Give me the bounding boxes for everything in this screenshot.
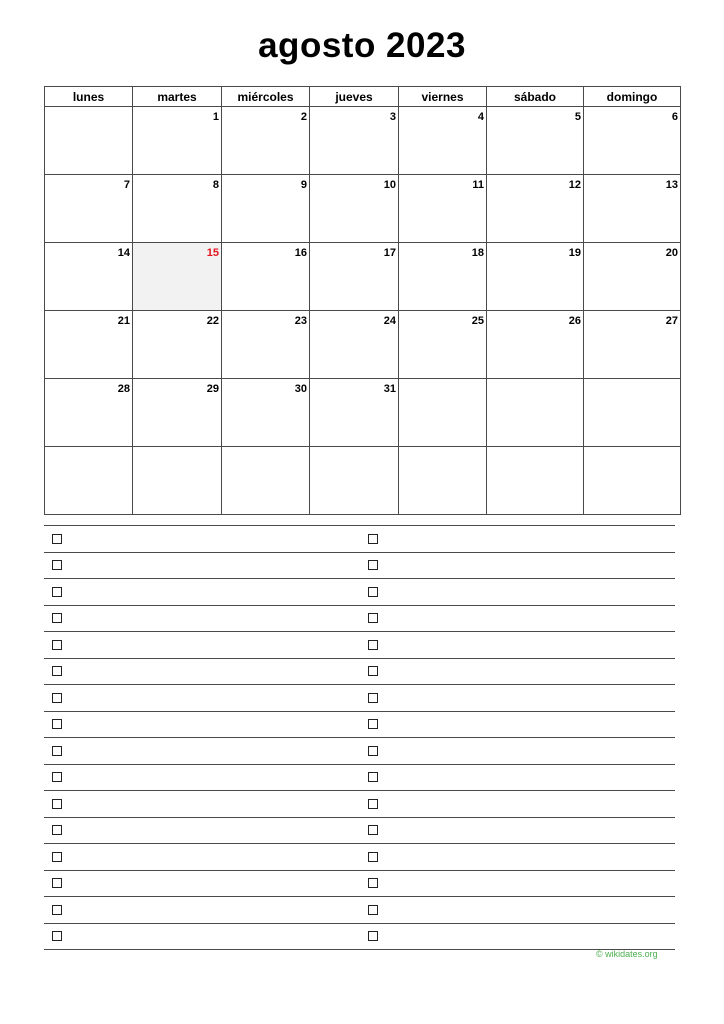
day-cell[interactable] bbox=[487, 107, 584, 175]
day-number: 27 bbox=[665, 315, 678, 327]
day-cell[interactable] bbox=[584, 243, 681, 311]
week-row bbox=[45, 107, 681, 175]
checkbox-icon[interactable] bbox=[52, 613, 62, 623]
checkbox-icon[interactable] bbox=[52, 825, 62, 835]
day-cell[interactable] bbox=[222, 107, 310, 175]
checkbox-icon[interactable] bbox=[52, 878, 62, 888]
day-number: 5 bbox=[574, 111, 581, 123]
todo-row bbox=[44, 712, 675, 739]
todo-row bbox=[44, 659, 675, 686]
day-number: 4 bbox=[477, 111, 484, 123]
day-number: 20 bbox=[665, 247, 678, 259]
day-cell[interactable] bbox=[584, 107, 681, 175]
day-cell[interactable] bbox=[133, 107, 222, 175]
checkbox-icon[interactable] bbox=[52, 799, 62, 809]
checkbox-icon[interactable] bbox=[368, 772, 378, 782]
day-cell[interactable] bbox=[584, 379, 681, 447]
day-cell[interactable] bbox=[310, 447, 399, 515]
day-cell[interactable] bbox=[45, 447, 133, 515]
day-cell[interactable] bbox=[45, 107, 133, 175]
weekday-header: domingo bbox=[584, 87, 681, 107]
day-cell[interactable] bbox=[222, 447, 310, 515]
checkbox-icon[interactable] bbox=[368, 560, 378, 570]
checkbox-icon[interactable] bbox=[368, 693, 378, 703]
day-cell[interactable] bbox=[399, 175, 487, 243]
day-number bbox=[581, 458, 583, 460]
day-number bbox=[678, 458, 680, 460]
day-cell[interactable] bbox=[310, 243, 399, 311]
todo-item-right[interactable] bbox=[360, 772, 676, 782]
day-number bbox=[130, 458, 132, 460]
day-cell[interactable] bbox=[584, 311, 681, 379]
todo-row bbox=[44, 844, 675, 871]
todo-item-left[interactable] bbox=[44, 587, 360, 597]
day-number: 30 bbox=[294, 383, 307, 395]
day-number: 19 bbox=[568, 247, 581, 259]
day-cell[interactable] bbox=[133, 175, 222, 243]
checkbox-icon[interactable] bbox=[52, 719, 62, 729]
checkbox-icon[interactable] bbox=[368, 799, 378, 809]
checkbox-icon[interactable] bbox=[368, 587, 378, 597]
day-cell[interactable] bbox=[310, 107, 399, 175]
week-row bbox=[45, 243, 681, 311]
checkbox-icon[interactable] bbox=[368, 666, 378, 676]
day-cell[interactable] bbox=[45, 175, 133, 243]
week-row bbox=[45, 379, 681, 447]
day-cell[interactable] bbox=[584, 175, 681, 243]
day-number: 17 bbox=[383, 247, 396, 259]
checkbox-icon[interactable] bbox=[52, 693, 62, 703]
weekday-header: martes bbox=[133, 87, 222, 107]
checkbox-icon[interactable] bbox=[52, 931, 62, 941]
checkbox-icon[interactable] bbox=[52, 560, 62, 570]
checkbox-icon[interactable] bbox=[52, 852, 62, 862]
day-cell[interactable] bbox=[310, 311, 399, 379]
todo-item-right[interactable] bbox=[360, 613, 676, 623]
day-cell[interactable] bbox=[45, 379, 133, 447]
day-number bbox=[396, 458, 398, 460]
day-number: 26 bbox=[568, 315, 581, 327]
todo-row bbox=[44, 818, 675, 845]
footer-credit: © wikidates.org bbox=[596, 949, 658, 959]
todo-row bbox=[44, 632, 675, 659]
todo-item-right[interactable] bbox=[360, 905, 676, 915]
day-number: 15 bbox=[206, 247, 219, 259]
checkbox-icon[interactable] bbox=[368, 746, 378, 756]
todo-row bbox=[44, 765, 675, 792]
todo-item-right[interactable] bbox=[360, 560, 676, 570]
todo-item-left[interactable] bbox=[44, 931, 360, 941]
day-cell[interactable] bbox=[310, 379, 399, 447]
todo-item-left[interactable] bbox=[44, 534, 360, 544]
day-number: 14 bbox=[117, 247, 130, 259]
day-cell[interactable] bbox=[133, 379, 222, 447]
day-number bbox=[484, 458, 486, 460]
checkbox-icon[interactable] bbox=[52, 905, 62, 915]
week-row bbox=[45, 447, 681, 515]
day-cell[interactable] bbox=[487, 175, 584, 243]
day-number bbox=[307, 458, 309, 460]
day-number bbox=[678, 390, 680, 392]
day-number bbox=[484, 390, 486, 392]
day-cell[interactable] bbox=[399, 107, 487, 175]
day-number: 7 bbox=[123, 179, 130, 191]
checkbox-icon[interactable] bbox=[52, 666, 62, 676]
todo-item-left[interactable] bbox=[44, 825, 360, 835]
day-number: 23 bbox=[294, 315, 307, 327]
day-number: 11 bbox=[472, 179, 484, 191]
todo-item-left[interactable] bbox=[44, 799, 360, 809]
checkbox-icon[interactable] bbox=[368, 640, 378, 650]
todo-row bbox=[44, 924, 675, 951]
day-cell[interactable] bbox=[133, 447, 222, 515]
todo-item-left[interactable] bbox=[44, 772, 360, 782]
todo-item-right[interactable] bbox=[360, 587, 676, 597]
day-number bbox=[130, 118, 132, 120]
day-cell[interactable] bbox=[487, 379, 584, 447]
day-number: 2 bbox=[300, 111, 307, 123]
weekday-header: jueves bbox=[310, 87, 399, 107]
day-number: 18 bbox=[471, 247, 484, 259]
day-number: 24 bbox=[383, 315, 396, 327]
checkbox-icon[interactable] bbox=[368, 931, 378, 941]
todo-item-right[interactable] bbox=[360, 666, 676, 676]
todo-list bbox=[44, 525, 675, 950]
day-cell[interactable] bbox=[584, 447, 681, 515]
todo-item-right[interactable] bbox=[360, 640, 676, 650]
day-number: 22 bbox=[206, 315, 219, 327]
day-number: 28 bbox=[117, 383, 130, 395]
checkbox-icon[interactable] bbox=[52, 587, 62, 597]
todo-item-right[interactable] bbox=[360, 931, 676, 941]
todo-item-right[interactable] bbox=[360, 799, 676, 809]
todo-item-right[interactable] bbox=[360, 878, 676, 888]
todo-item-left[interactable] bbox=[44, 693, 360, 703]
day-number: 3 bbox=[389, 111, 396, 123]
day-cell[interactable] bbox=[310, 175, 399, 243]
day-number: 21 bbox=[117, 315, 130, 327]
weekday-header: viernes bbox=[399, 87, 487, 107]
todo-item-left[interactable] bbox=[44, 613, 360, 623]
checkbox-icon[interactable] bbox=[368, 878, 378, 888]
day-cell[interactable] bbox=[222, 175, 310, 243]
day-number: 25 bbox=[471, 315, 484, 327]
weekday-header: miércoles bbox=[222, 87, 310, 107]
weekday-header: lunes bbox=[45, 87, 133, 107]
day-number: 10 bbox=[383, 179, 396, 191]
day-number: 8 bbox=[212, 179, 219, 191]
checkbox-icon[interactable] bbox=[368, 534, 378, 544]
weekday-header-row bbox=[45, 87, 681, 107]
todo-row bbox=[44, 871, 675, 898]
day-number: 16 bbox=[294, 247, 307, 259]
checkbox-icon[interactable] bbox=[52, 640, 62, 650]
day-cell[interactable] bbox=[222, 243, 310, 311]
day-cell[interactable] bbox=[222, 379, 310, 447]
todo-item-right[interactable] bbox=[360, 852, 676, 862]
checkbox-icon[interactable] bbox=[368, 719, 378, 729]
day-cell[interactable] bbox=[133, 243, 222, 311]
week-row bbox=[45, 311, 681, 379]
day-number: 12 bbox=[568, 179, 581, 191]
todo-item-left[interactable] bbox=[44, 852, 360, 862]
todo-item-left[interactable] bbox=[44, 719, 360, 729]
day-number bbox=[219, 458, 221, 460]
week-row bbox=[45, 175, 681, 243]
todo-item-right[interactable] bbox=[360, 693, 676, 703]
todo-row bbox=[44, 526, 675, 553]
todo-item-left[interactable] bbox=[44, 905, 360, 915]
todo-item-right[interactable] bbox=[360, 746, 676, 756]
checkbox-icon[interactable] bbox=[52, 534, 62, 544]
todo-item-left[interactable] bbox=[44, 640, 360, 650]
checkbox-icon[interactable] bbox=[52, 746, 62, 756]
day-cell[interactable] bbox=[45, 311, 133, 379]
day-cell[interactable] bbox=[487, 311, 584, 379]
day-number: 31 bbox=[383, 383, 396, 395]
todo-row bbox=[44, 606, 675, 633]
checkbox-icon[interactable] bbox=[368, 852, 378, 862]
day-number: 9 bbox=[300, 179, 307, 191]
weekday-header: sábado bbox=[487, 87, 584, 107]
todo-item-right[interactable] bbox=[360, 534, 676, 544]
day-number: 29 bbox=[206, 383, 219, 395]
checkbox-icon[interactable] bbox=[368, 825, 378, 835]
day-number: 6 bbox=[671, 111, 678, 123]
todo-item-left[interactable] bbox=[44, 560, 360, 570]
day-cell[interactable] bbox=[133, 311, 222, 379]
day-number bbox=[581, 390, 583, 392]
day-cell[interactable] bbox=[222, 311, 310, 379]
day-cell[interactable] bbox=[399, 379, 487, 447]
todo-row bbox=[44, 553, 675, 580]
checkbox-icon[interactable] bbox=[368, 905, 378, 915]
todo-row bbox=[44, 738, 675, 765]
day-cell[interactable] bbox=[487, 447, 584, 515]
day-number: 13 bbox=[665, 179, 678, 191]
todo-item-left[interactable] bbox=[44, 666, 360, 676]
day-cell[interactable] bbox=[399, 243, 487, 311]
todo-row bbox=[44, 791, 675, 818]
todo-item-right[interactable] bbox=[360, 719, 676, 729]
todo-item-left[interactable] bbox=[44, 746, 360, 756]
todo-row bbox=[44, 897, 675, 924]
day-cell[interactable] bbox=[45, 243, 133, 311]
day-cell[interactable] bbox=[399, 447, 487, 515]
day-cell[interactable] bbox=[487, 243, 584, 311]
day-cell[interactable] bbox=[399, 311, 487, 379]
todo-item-right[interactable] bbox=[360, 825, 676, 835]
calendar-title: agosto 2023 bbox=[258, 26, 466, 65]
checkbox-icon[interactable] bbox=[368, 613, 378, 623]
day-number: 1 bbox=[212, 111, 219, 123]
checkbox-icon[interactable] bbox=[52, 772, 62, 782]
todo-row bbox=[44, 579, 675, 606]
calendar-grid bbox=[44, 86, 681, 515]
todo-row bbox=[44, 685, 675, 712]
todo-item-left[interactable] bbox=[44, 878, 360, 888]
